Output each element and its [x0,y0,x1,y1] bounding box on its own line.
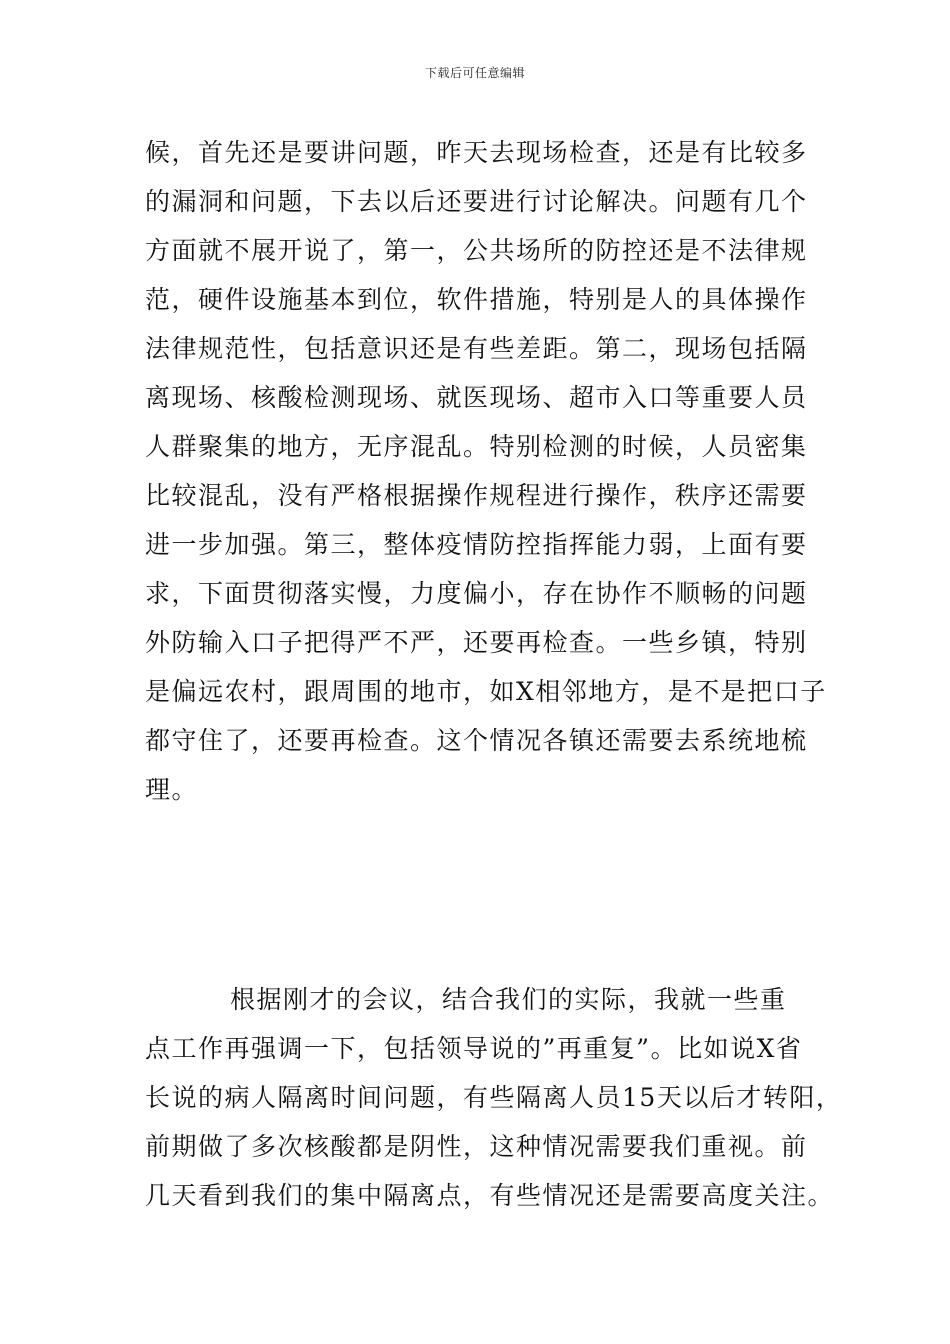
paragraph-line: 理。 [145,775,199,804]
paragraph-line: 几天看到我们的集中隔离点，有些情况还是需要高度关注。 [145,1181,835,1210]
paragraph-line: 前期做了多次核酸都是阴性，这种情况需要我们重视。前 [145,1132,808,1161]
paragraph-line: 根据刚才的会议，结合我们的实际，我就一些重 [230,985,787,1014]
paragraph-line: 离现场、核酸检测现场、就医现场、超市入口等重要人员 [145,383,808,412]
paragraph-line: 方面就不展开说了，第一，公共场所的防控还是不法律规 [145,236,808,265]
paragraph-2 [145,975,843,1220]
paragraph-line: 比较混乱，没有严格根据操作规程进行操作，秩序还需要 [145,481,808,510]
paragraph-line: 的漏洞和问题，下去以后还要进行讨论解决。问题有几个 [145,187,808,216]
paragraph-line: 法律规范性，包括意识还是有些差距。第二，现场包括隔 [145,334,808,363]
paragraph-line: 是偏远农村，跟周围的地市，如X相邻地方，是不是把口子 [145,677,827,706]
paragraph-line: 外防输入口子把得严不严，还要再检查。一些乡镇，特别 [145,628,808,657]
paragraph-line: 进一步加强。第三，整体疫情防控指挥能力弱，上面有要 [145,530,808,559]
page-header: 下载后可任意编辑 [424,66,525,80]
paragraph-line: 点工作再强调一下，包括领导说的”再重复”。比如说X省 [145,1034,803,1063]
paragraph-1 [145,128,827,814]
paragraph-line: 都守住了，还要再检查。这个情况各镇还需要去系统地梳 [145,726,808,755]
paragraph-line: 求，下面贯彻落实慢，力度偏小，存在协作不顺畅的问题 [145,579,808,608]
paragraph-line: 候，首先还是要讲问题，昨天去现场检查，还是有比较多 [145,138,808,167]
paragraph-line: 人群聚集的地方，无序混乱。特别检测的时候，人员密集 [145,432,808,461]
paragraph-line: 长说的病人隔离时间问题，有些隔离人员15天以后才转阳， [145,1083,843,1112]
paragraph-line: 范，硬件设施基本到位，软件措施，特别是人的具体操作 [145,285,808,314]
